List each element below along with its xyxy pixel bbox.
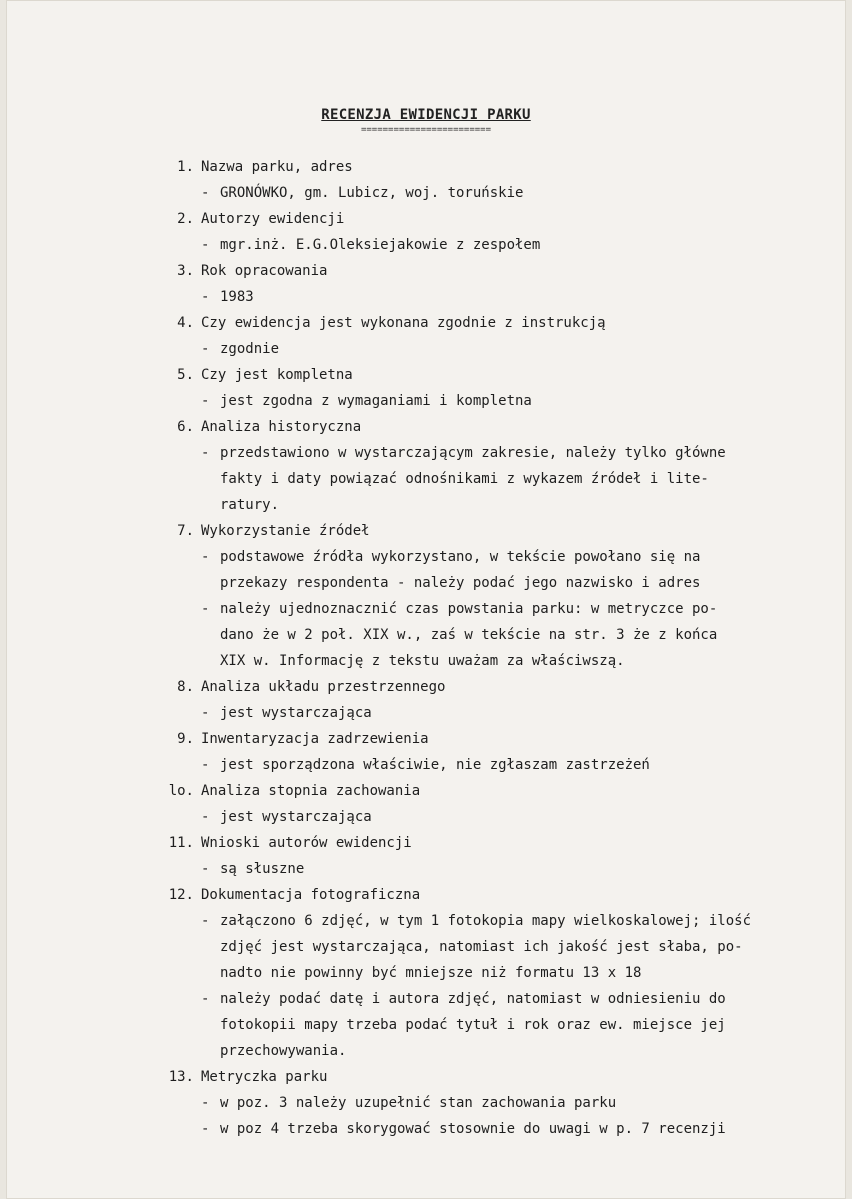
list-item [6,726,846,752]
item-number: 13. [168,1069,194,1085]
answer-line: ratury. [220,497,280,513]
item-answer [6,284,846,310]
answer-line: przedstawiono w wystarczającym zakresie, należy tylko główne [220,445,726,461]
answer-line: 1983 [220,289,254,305]
list-item [6,1064,846,1090]
bullet-dash: - [201,289,210,305]
item-number: 4. [177,315,194,331]
bullet-dash: - [201,861,210,877]
answer-line: podstawowe źródła wykorzystano, w tekście powołano się na [220,549,701,565]
answer-line: przekazy respondenta - należy podać jego nazwisko i adres [220,575,701,591]
list-item [6,830,846,856]
item-answer [6,596,846,674]
bullet-dash: - [201,1121,210,1137]
item-heading: Autorzy ewidencji [201,211,345,227]
item-heading: Analiza układu przestrzennego [201,679,446,695]
bullet-dash: - [201,341,210,357]
item-number: 1. [177,159,194,175]
bullet-dash: - [201,913,210,929]
list-item [6,362,846,388]
item-answer [6,180,846,206]
answer-line: w poz 4 trzeba skorygować stosownie do uwagi w p. 7 recenzji [220,1121,726,1137]
item-number: 5. [177,367,194,383]
item-heading: Wnioski autorów ewidencji [201,835,412,851]
list-item [6,310,846,336]
bullet-dash: - [201,445,210,461]
answer-line: w poz. 3 należy uzupełnić stan zachowania parku [220,1095,617,1111]
title-block [6,104,846,135]
bullet-dash: - [201,601,210,617]
item-answer [6,440,846,518]
item-heading: Dokumentacja fotograficzna [201,887,421,903]
item-answer [6,1116,846,1142]
item-heading: Metryczka parku [201,1069,328,1085]
answer-line: jest wystarczająca [220,705,372,721]
answer-line: nadto nie powinny być mniejsze niż formatu 13 x 18 [220,965,642,981]
answer-line: GRONÓWKO, gm. Lubicz, woj. toruńskie [220,185,524,201]
answer-line: fakty i daty powiązać odnośnikami z wykazem źródeł i lite- [220,471,709,487]
list-item [6,882,846,908]
item-answer [6,804,846,830]
answer-line: jest zgodna z wymaganiami i kompletna [220,393,532,409]
item-heading: Inwentaryzacja zadrzewienia [201,731,429,747]
list-item [6,258,846,284]
item-heading: Analiza historyczna [201,419,362,435]
bullet-dash: - [201,185,210,201]
item-answer [6,544,846,596]
list-item [6,414,846,440]
bullet-dash: - [201,991,210,1007]
item-number: 2. [177,211,194,227]
list-item [6,154,846,180]
item-answer [6,232,846,258]
answer-line: należy podać datę i autora zdjęć, natomiast w odniesieniu do [220,991,726,1007]
item-number: 3. [177,263,194,279]
bullet-dash: - [201,237,210,253]
item-answer [6,908,846,986]
item-heading: Analiza stopnia zachowania [201,783,421,799]
answer-line: załączono 6 zdjęć, w tym 1 fotokopia mapy wielkoskalowej; ilość [220,913,752,929]
item-number: 9. [177,731,194,747]
item-answer [6,986,846,1064]
answer-line: należy ujednoznacznić czas powstania parku: w metryczce po- [220,601,718,617]
item-answer [6,752,846,778]
item-number: 7. [177,523,194,539]
item-number: 12. [168,887,194,903]
bullet-dash: - [201,393,210,409]
bullet-dash: - [201,705,210,721]
item-answer [6,856,846,882]
item-number: 8. [177,679,194,695]
list-item [6,518,846,544]
answer-line: jest wystarczająca [220,809,372,825]
item-heading: Rok opracowania [201,263,328,279]
item-heading: Czy jest kompletna [201,367,353,383]
bullet-dash: - [201,549,210,565]
bullet-dash: - [201,1095,210,1111]
item-answer [6,336,846,362]
answer-line: fotokopii mapy trzeba podać tytuł i rok oraz ew. miejsce jej [220,1017,726,1033]
title-underline: ======================== [360,125,492,135]
answer-line: zdjęć jest wystarczająca, natomiast ich jakość jest słaba, po- [220,939,743,955]
item-answer [6,388,846,414]
document-title: RECENZJA EWIDENCJI PARKU [321,107,531,123]
list-item [6,206,846,232]
item-heading: Czy ewidencja jest wykonana zgodnie z instrukcją [201,315,606,331]
answer-line: jest sporządzona właściwie, nie zgłaszam zastrzeżeń [220,757,650,773]
review-list [6,154,846,1142]
bullet-dash: - [201,757,210,773]
answer-line: są słuszne [220,861,305,877]
item-answer [6,1090,846,1116]
item-number: lo. [168,783,194,799]
document-page [6,0,846,1199]
list-item [6,674,846,700]
item-number: 11. [168,835,194,851]
answer-line: XIX w. Informację z tekstu uważam za właściwszą. [220,653,625,669]
answer-line: zgodnie [220,341,280,357]
bullet-dash: - [201,809,210,825]
list-item [6,778,846,804]
answer-line: przechowywania. [220,1043,347,1059]
item-number: 6. [177,419,194,435]
answer-line: dano że w 2 poł. XIX w., zaś w tekście na str. 3 że z końca [220,627,718,643]
item-answer [6,700,846,726]
answer-line: mgr.inż. E.G.Oleksiejakowie z zespołem [220,237,541,253]
item-heading: Wykorzystanie źródeł [201,523,370,539]
item-heading: Nazwa parku, adres [201,159,353,175]
